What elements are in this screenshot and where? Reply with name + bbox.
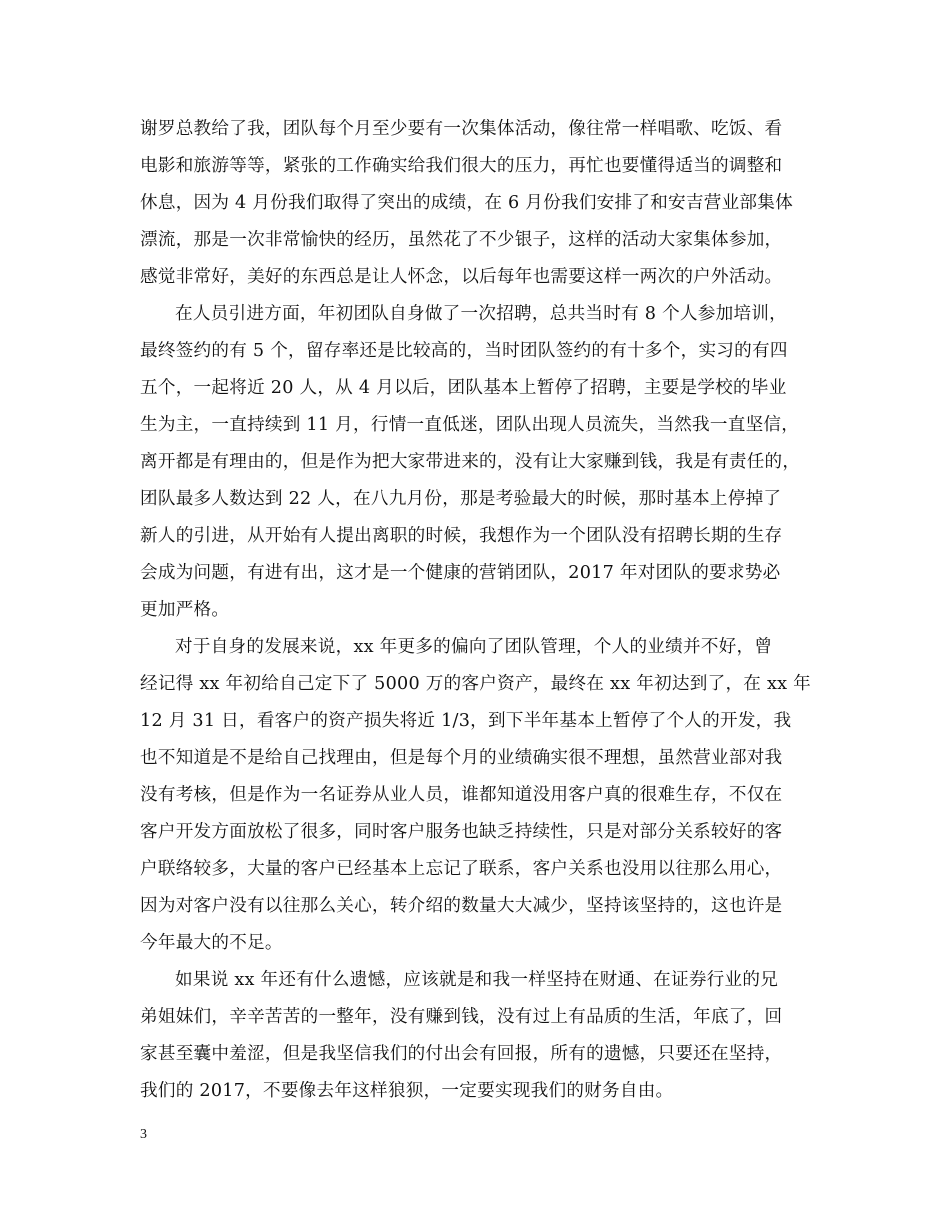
text-line: 12 月 31 日，看客户的资产损失将近 1/3，到下半年基本上暂停了个人的开发，我 <box>140 711 792 731</box>
text-line: 漂流，那是一次非常愉快的经历，虽然花了不少银子，这样的活动大家集体参加， <box>140 230 783 250</box>
text-line: 我们的 2017，不要像去年这样狼狈，一定要实现我们的财务自由。 <box>140 1081 674 1101</box>
text-line: 弟姐妹们，辛辛苦苦的一整年，没有赚到钱，没有过上有品质的生活，年底了，回 <box>140 1007 783 1027</box>
text-line: 也不知道是不是给自己找理由，但是每个月的业绩确实很不理想，虽然营业部对我 <box>140 748 783 768</box>
text-line: 户联络较多，大量的客户已经基本上忘记了联系，客户关系也没用以往那么用心， <box>140 859 783 879</box>
text-line: 会成为问题，有进有出，这才是一个健康的营销团队，2017 年对团队的要求势必 <box>140 563 781 583</box>
paragraph-first-line: 在人员引进方面，年初团队自身做了一次招聘，总共当时有 8 个人参加培训， <box>175 304 787 324</box>
text-line: 电影和旅游等等，紧张的工作确实给我们很大的压力，再忙也要懂得适当的调整和 <box>140 156 783 176</box>
text-line: 休息，因为 4 月份我们取得了突出的成绩，在 6 月份我们安排了和安吉营业部集体 <box>140 193 793 213</box>
text-line: 没有考核，但是作为一名证券从业人员，谁都知道没用客户真的很难生存，不仅在 <box>140 785 783 805</box>
paragraph-first-line: 对于自身的发展来说，xx 年更多的偏向了团队管理，个人的业绩并不好，曾 <box>175 637 773 657</box>
text-line: 更加严格。 <box>140 600 230 620</box>
text-line: 今年最大的不足。 <box>140 933 283 953</box>
text-line: 最终签约的有 5 个，留存率还是比较高的，当时团队签约的有十多个，实习的有四 <box>140 341 788 361</box>
paragraph-first-line: 如果说 xx 年还有什么遗憾，应该就是和我一样坚持在财通、在证券行业的兄 <box>175 970 779 990</box>
text-line: 谢罗总教给了我，团队每个月至少要有一次集体活动，像往常一样唱歌、吃饭、看 <box>140 119 783 139</box>
text-line: 新人的引进，从开始有人提出离职的时候，我想作为一个团队没有招聘长期的生存 <box>140 526 783 546</box>
text-line: 家甚至囊中羞涩，但是我坚信我们的付出会有回报，所有的遗憾，只要还在坚持， <box>140 1044 783 1064</box>
text-line: 感觉非常好，美好的东西总是让人怀念，以后每年也需要这样一两次的户外活动。 <box>140 267 783 287</box>
page-number: 3 <box>140 1127 147 1142</box>
text-line: 离开都是有理由的，但是作为把大家带进来的，没有让大家赚到钱，我是有责任的， <box>140 452 801 472</box>
text-line: 生为主，一直持续到 11 月，行情一直低迷，团队出现人员流失，当然我一直坚信， <box>140 415 800 435</box>
text-line: 因为对客户没有以往那么关心，转介绍的数量大大减少，坚持该坚持的，这也许是 <box>140 896 783 916</box>
text-line: 客户开发方面放松了很多，同时客户服务也缺乏持续性，只是对部分关系较好的客 <box>140 822 783 842</box>
text-line: 五个，一起将近 20 人，从 4 月以后，团队基本上暂停了招聘，主要是学校的毕业 <box>140 378 787 398</box>
text-line: 经记得 xx 年初给自己定下了 5000 万的客户资产，最终在 xx 年初达到了，在 xx 年 <box>140 674 812 694</box>
text-line: 团队最多人数达到 22 人，在八九月份，那是考验最大的时候，那时基本上停掉了 <box>140 489 782 509</box>
